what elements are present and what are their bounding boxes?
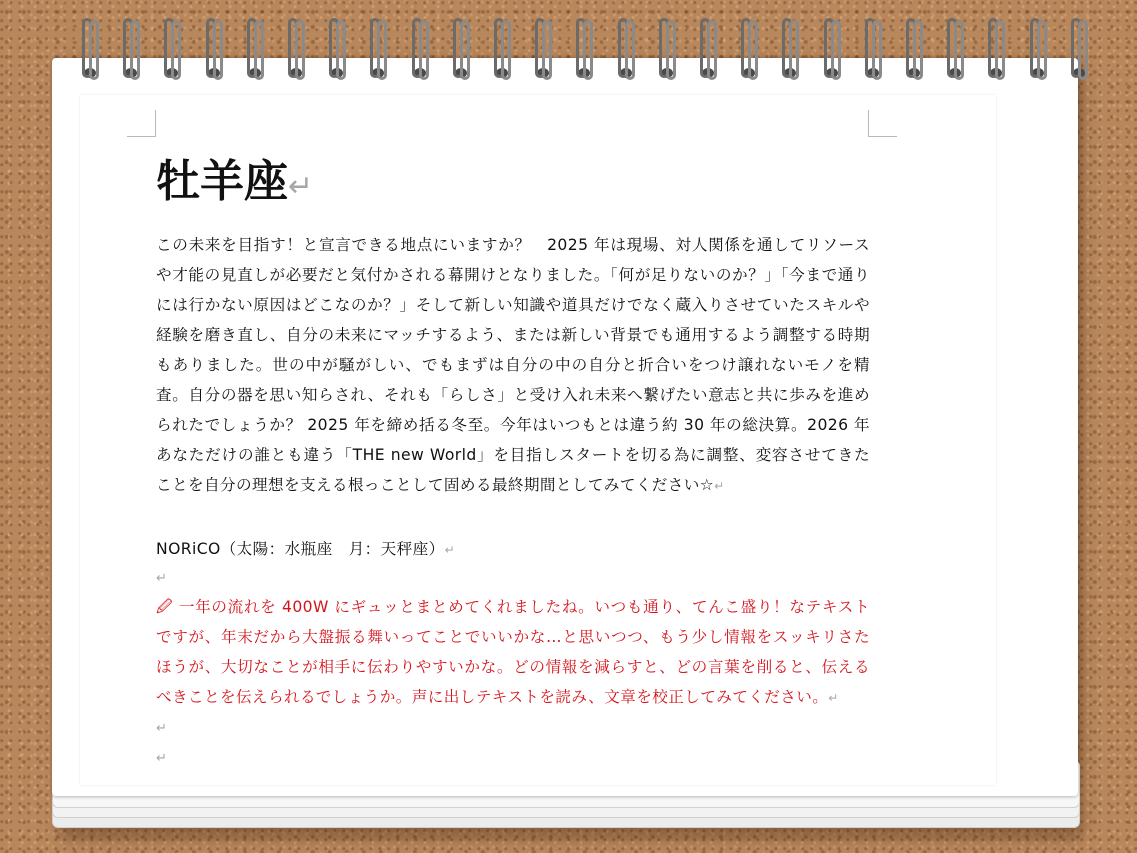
binding-ring	[288, 18, 304, 82]
binding-ring	[82, 18, 98, 82]
binding-ring	[453, 18, 469, 82]
binding-ring	[123, 18, 139, 82]
spiral-binding	[0, 0, 1137, 100]
paragraph-mark: ↵	[156, 571, 167, 586]
binding-ring	[659, 18, 675, 82]
author-line	[156, 534, 455, 565]
binding-ring	[741, 18, 757, 82]
binding-ring	[370, 18, 386, 82]
body-text: この未来を目指す！と宣言できる地点にいますか？ 2025 年は現場、対人関係を通してリソースや才能の見直しが必要だと気付かされる幕開けとなりました。「何が足りないのか？」「今まで通りには行かない原因はどこなのか？」そして新しい知識や道具だけでなく蔵入りさせていたスキルや経験を磨き直し、自分の未来にマッチするよう、または新しい背景でも通用するよう調整する時期もありました。世の中が騒がしい、でもまずは自分の中の自分と折合いをつけ譲れないモノを精査。自分の器を思い知らされ、それも「らしさ」と受け入れ未来へ繋げたい意志と共に歩みを進められたでしょうか？ 2025 年を締め括る冬至。今年はいつもとは違う約 30 年の総決算。2026 年あなただけの誰とも違う「THE new World」を目指しスタートを切る為に調整、変容させてきたことを自分の理想を支える根っことして固める最終期間としてみてください☆	[156, 236, 870, 494]
review-comment	[156, 592, 870, 713]
crop-mark-top-right	[868, 110, 897, 137]
document-title	[156, 154, 313, 215]
binding-ring	[247, 18, 263, 82]
binding-ring	[206, 18, 222, 82]
body-paragraph	[156, 230, 870, 501]
binding-ring	[329, 18, 345, 82]
binding-ring	[782, 18, 798, 82]
paragraph-mark: ↵	[156, 751, 167, 766]
binding-ring	[906, 18, 922, 82]
empty-paragraph	[156, 564, 167, 594]
empty-paragraph	[156, 714, 167, 744]
binding-ring	[947, 18, 963, 82]
binding-ring	[494, 18, 510, 82]
binding-ring	[412, 18, 428, 82]
title-text: 牡羊座	[156, 156, 288, 207]
binding-ring	[865, 18, 881, 82]
binding-ring	[700, 18, 716, 82]
crop-mark-top-left	[127, 110, 156, 137]
binding-ring	[1030, 18, 1046, 82]
paragraph-mark: ↵	[828, 691, 839, 705]
paragraph-mark: ↵	[714, 479, 725, 493]
binding-ring	[824, 18, 840, 82]
binding-ring	[988, 18, 1004, 82]
comment-text: 一年の流れを 400W にギュッとまとめてくれましたね。いつも通り、てんこ盛り！なテキストですが、年末だから大盤振る舞いってことでいいかな…と思いつつ、もう少し情報をスッキリさたほうが、大切なことが相手に伝わりやすいかな。どの情報を減らすと、どの言葉を削ると、伝えるべきことを伝えられるでしょうか。声に出しテキストを読み、文章を校正してみてください。	[156, 598, 870, 706]
binding-ring	[1071, 18, 1087, 82]
pencil-icon: 🖉	[156, 598, 174, 616]
paragraph-mark: ↵	[444, 543, 456, 557]
binding-ring	[576, 18, 592, 82]
author-text: NORiCO（太陽：水瓶座 月：天秤座）	[156, 540, 445, 558]
paragraph-mark: ↵	[288, 169, 314, 204]
binding-ring	[164, 18, 180, 82]
binding-ring	[535, 18, 551, 82]
binding-ring	[618, 18, 634, 82]
empty-paragraph	[156, 744, 167, 774]
paragraph-mark: ↵	[156, 721, 167, 736]
